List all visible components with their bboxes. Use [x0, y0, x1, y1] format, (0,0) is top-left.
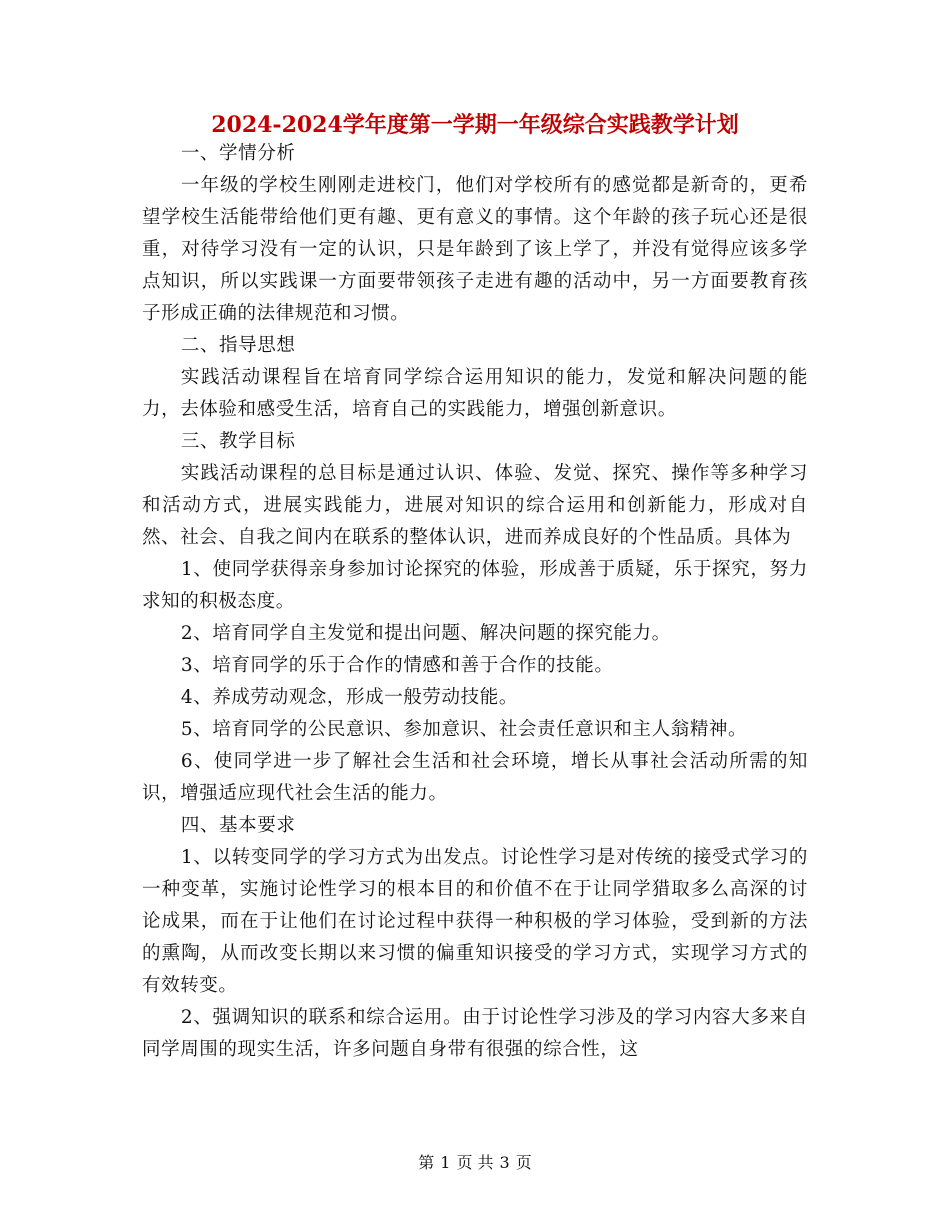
document-body: [142, 138, 808, 1066]
goal-item-4: 4、养成劳动观念，形成一般劳动技能。: [180, 687, 518, 708]
requirement-item-2: 2、强调知识的联系和综合运用。由于讨论性学习涉及的学习内容大多来自同学周围的现实生活，许多问题自身带有很强的综合性，这: [142, 1007, 808, 1060]
goal-item-1: 1、使同学获得亲身参加讨论探究的体验，形成善于质疑，乐于探究，努力求知的积极态度。: [142, 559, 808, 612]
footer-suffix: 页: [515, 1153, 532, 1172]
page-footer: [0, 1150, 950, 1173]
heading-guiding-ideology: 二、指导思想: [180, 335, 296, 356]
footer-total-pages: 3: [499, 1153, 510, 1172]
goal-item-6: 6、使同学进一步了解社会生活和社会环境，增长从事社会活动所需的知识，增强适应现代社会生活的能力。: [142, 751, 808, 804]
requirement-item-1: 1、以转变同学的学习方式为出发点。讨论性学习是对传统的接受式学习的一种变革，实施讨论性学习的根本目的和价值不在于让同学猎取多么高深的讨论成果，而在于让他们在讨论过程中获得一种积极的学习体验，受到新的方法的熏陶，从而改变长期以来习惯的偏重知识接受的学习方式，实现学习方式的有效转变。: [142, 847, 808, 996]
goal-item-3: 3、培育同学的乐于合作的情感和善于合作的技能。: [180, 655, 614, 676]
goal-item-2: 2、培育同学自主发觉和提出问题、解决问题的探究能力。: [180, 623, 671, 644]
footer-prefix: 第: [418, 1153, 435, 1172]
heading-teaching-goals: 三、教学目标: [180, 431, 296, 452]
goal-item-5: 5、培育同学的公民意识、参加意识、社会责任意识和主人翁精神。: [180, 719, 748, 740]
heading-learning-analysis: 一、学情分析: [180, 143, 296, 164]
paragraph-learning-analysis: 一年级的学校生刚刚走进校门，他们对学校所有的感觉都是新奇的，更希望学校生活能带给他们更有趣、更有意义的事情。这个年龄的孩子玩心还是很重，对待学习没有一定的认识，只是年龄到了该上学了，并没有觉得应该多学点知识，所以实践课一方面要带领孩子走进有趣的活动中，另一方面要教育孩子形成正确的法律规范和习惯。: [142, 175, 808, 324]
paragraph-guiding-ideology: 实践活动课程旨在培育同学综合运用知识的能力，发觉和解决问题的能力，去体验和感受生活，培育自己的实践能力，增强创新意识。: [142, 367, 808, 420]
document-title: 2024-2024学年度第一学期一年级综合实践教学计划: [211, 112, 739, 138]
footer-middle: 页 共: [456, 1153, 494, 1172]
paragraph-teaching-goals: 实践活动课程的总目标是通过认识、体验、发觉、探究、操作等多种学习和活动方式，进展实践能力，进展对知识的综合运用和创新能力，形成对自然、社会、自我之间内在联系的整体认识，进而养成良好的个性品质。具体为: [142, 463, 808, 548]
footer-page-number: 1: [440, 1153, 451, 1172]
heading-basic-requirements: 四、基本要求: [180, 815, 296, 836]
